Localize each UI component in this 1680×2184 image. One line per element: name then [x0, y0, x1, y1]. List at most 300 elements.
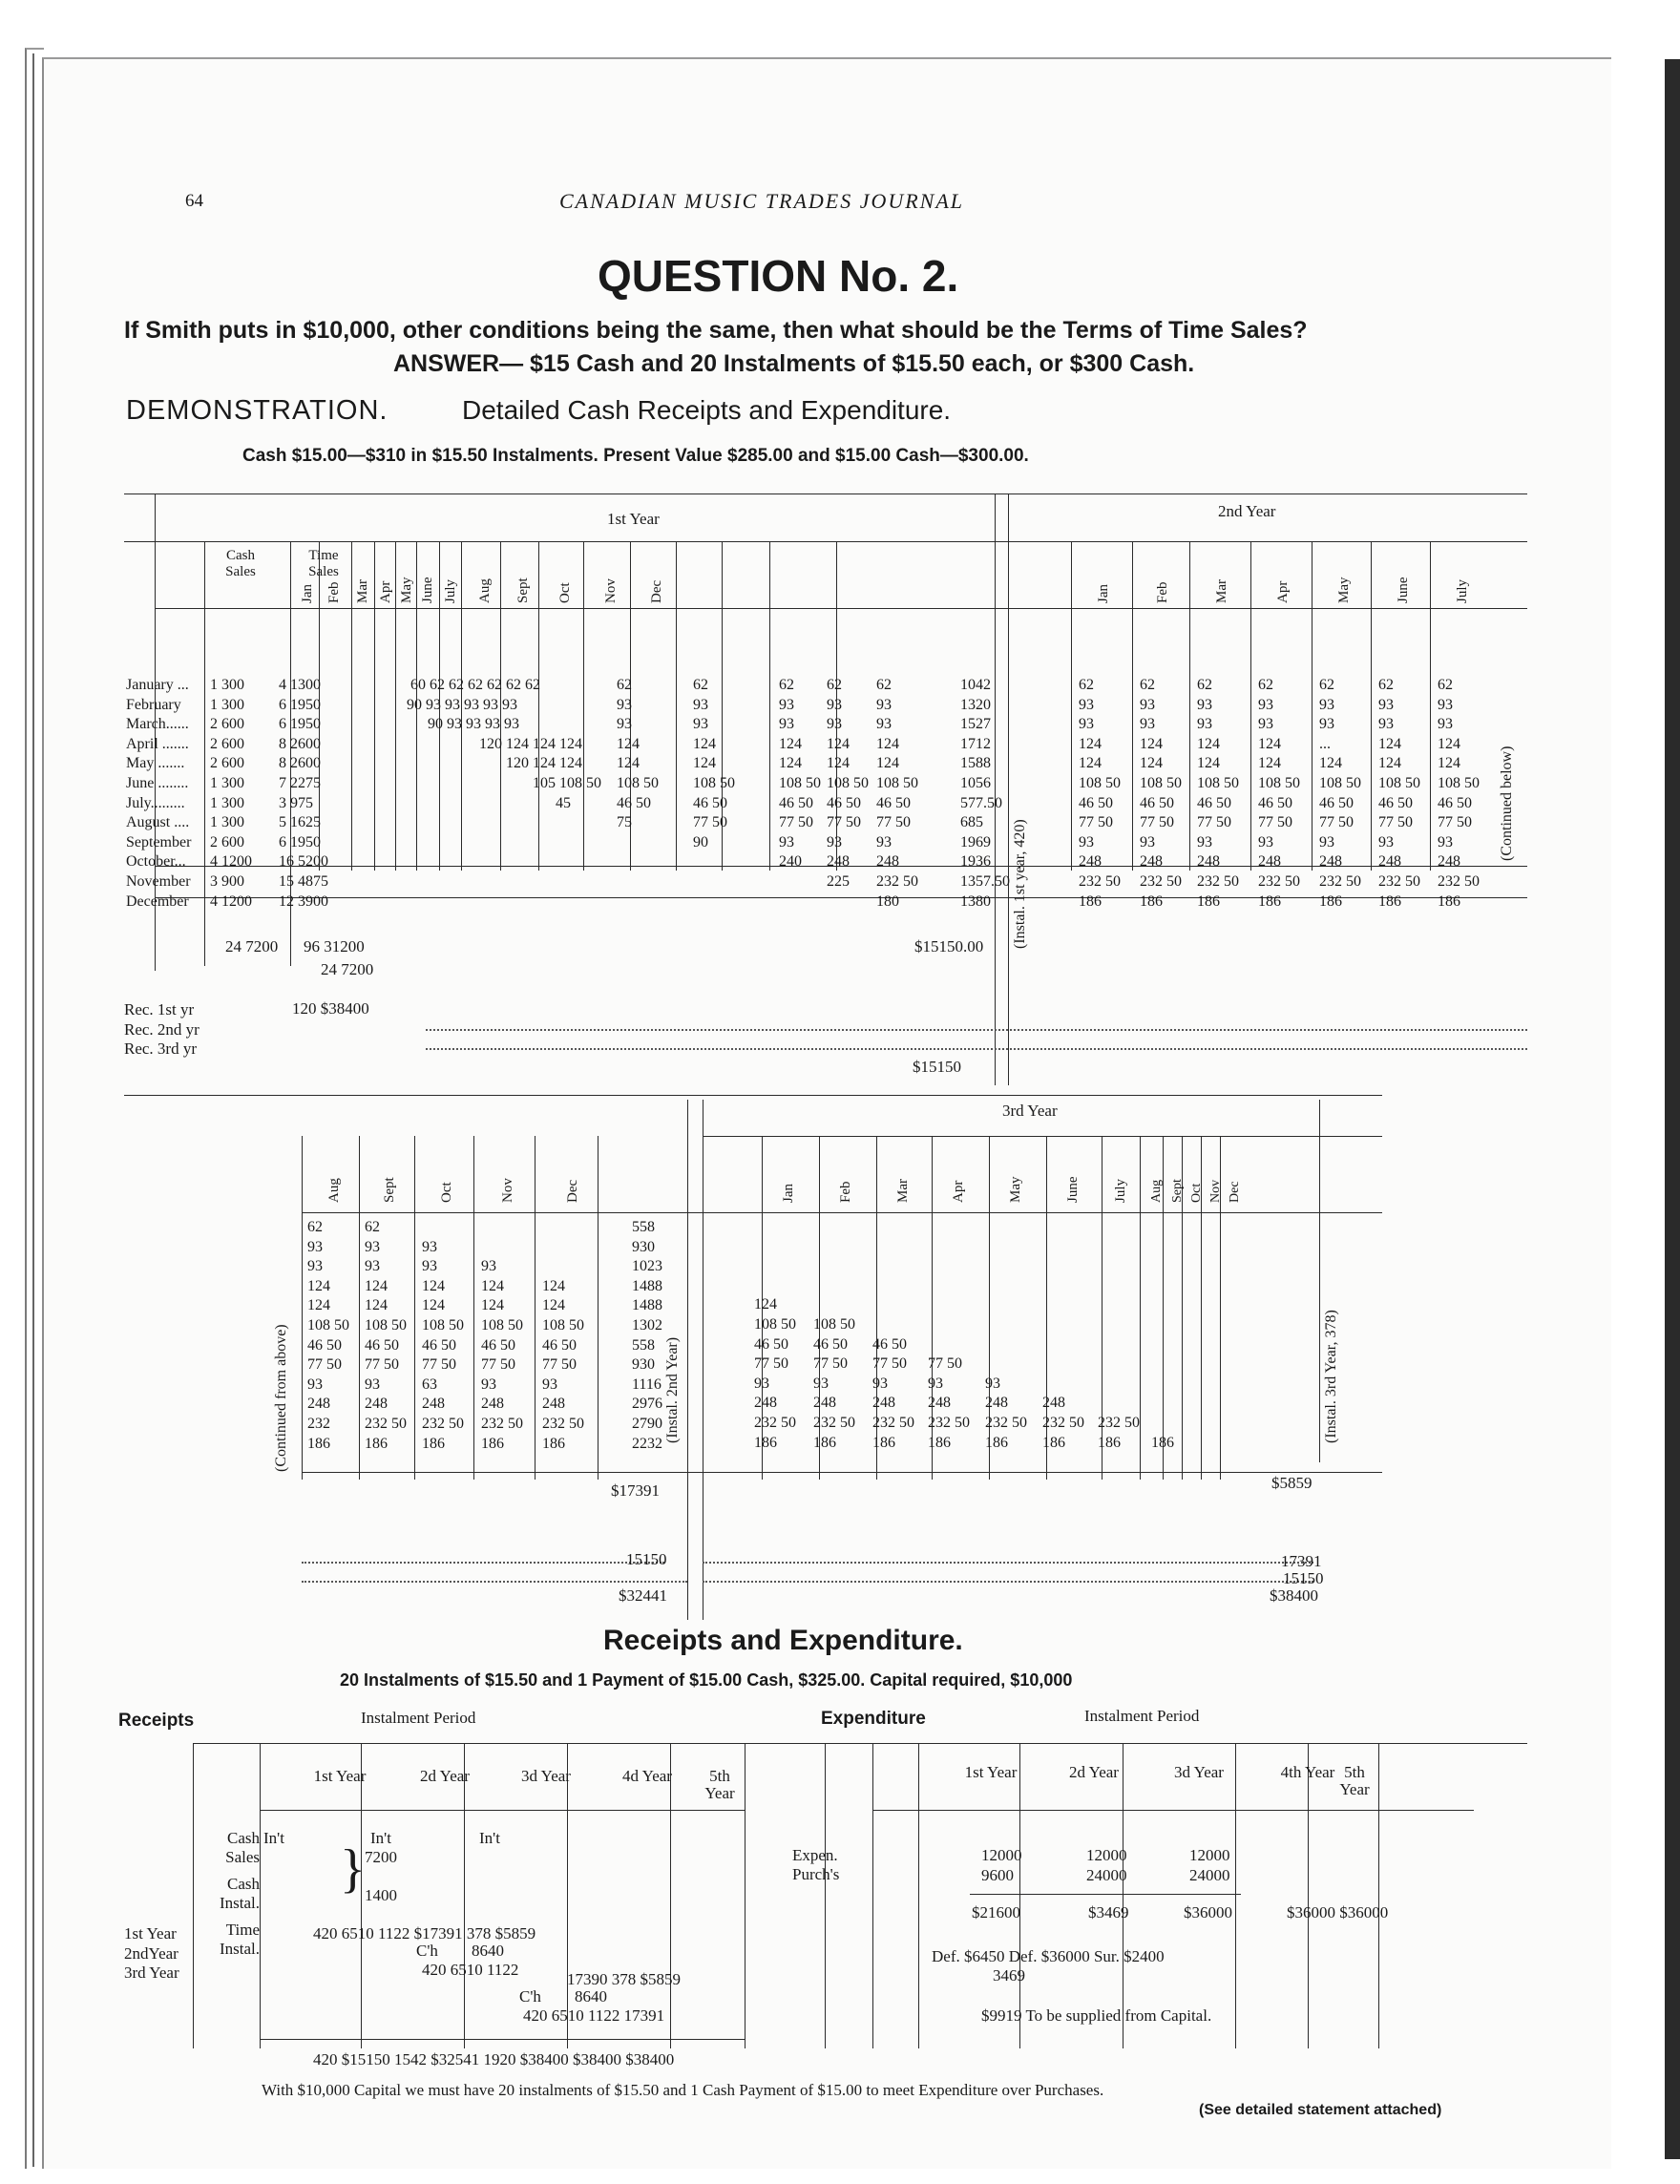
t2-sept-cell: 186 [365, 1435, 388, 1452]
month-header: July [1113, 1178, 1128, 1203]
cash-sale-cell: 4 1200 [210, 892, 252, 910]
cash-sale-cell: 3 900 [210, 872, 244, 890]
v-1400: 1400 [365, 1886, 397, 1904]
t2-dec-cell [542, 1238, 584, 1258]
y2-cell-cell: 232 50 [1319, 872, 1361, 890]
month-header: Dec [565, 1179, 580, 1203]
t2-dec-cell: 93 [542, 1376, 557, 1393]
t2-sept-cell: 46 50 [365, 1336, 399, 1354]
y2-cell-cell: 93 [1438, 833, 1453, 850]
sept-cell: 46 50 [693, 794, 727, 811]
y2-cell-cell: ... [1319, 735, 1331, 752]
summary-subtitle: 20 Instalments of $15.50 and 1 Payment of $15.00 Cash, $325.00. Capital required, $10,000 [340, 1670, 1073, 1690]
nov-cell: 93 [827, 696, 842, 713]
receipts-instalment-period: Instalment Period [361, 1709, 476, 1727]
demonstration-title: Detailed Cash Receipts and Expenditure. [462, 395, 952, 425]
footnote: With $10,000 Capital we must have 20 instalments of $15.50 and 1 Cash Payment of $15.00 to meet Expenditure over Purchases. [262, 2081, 1104, 2099]
y2-cell-cell: 62 [1140, 677, 1155, 693]
t2-sept-cell: 124 [365, 1297, 388, 1314]
nov-cell: 93 [827, 833, 842, 850]
y3-cell: 186 [1151, 1434, 1174, 1451]
y2-cell-cell: 77 50 [1438, 814, 1472, 831]
exp-sum1: $21600 [972, 1903, 1020, 1922]
demonstration-label: DEMONSTRATION. [126, 395, 388, 426]
y3-cell: 46 50 [813, 1335, 848, 1353]
t2-aug-cell: 93 [307, 1376, 323, 1393]
row-label-cell: May ....... [126, 755, 185, 772]
y3-cell: 186 [813, 1434, 836, 1451]
t2-sept-cell: 77 50 [365, 1356, 399, 1374]
int-2: In't [370, 1829, 391, 1847]
y2-cell-cell: 124 [1438, 735, 1460, 752]
t2-total-cell: 1023 [632, 1258, 662, 1275]
sum-time3: 120 $38400 [292, 999, 369, 1018]
y2-cell-cell: 124 [1140, 735, 1163, 752]
y2-cell-cell: 77 50 [1140, 814, 1174, 831]
aug-cell: 108 50 [617, 774, 659, 791]
y2-cell-cell: 248 [1197, 853, 1220, 871]
t2-total-cell: 2790 [632, 1415, 662, 1432]
month-header: May [399, 577, 414, 603]
cash-sale-cell: 2 600 [210, 755, 244, 772]
row-label-cell: January ... [126, 677, 189, 693]
month-header: Mar [1214, 579, 1229, 603]
t2-nov-cell: 232 50 [481, 1415, 523, 1432]
t2-total-cell: 1488 [632, 1277, 662, 1294]
t2-aug-cell: 124 [307, 1277, 330, 1294]
early-cell: 90 93 93 93 93 93 [407, 696, 517, 713]
total-32441: $32441 [619, 1586, 667, 1605]
y2-cell-cell: 248 [1319, 853, 1342, 871]
exp-c3-cell: 12000 [1189, 1846, 1230, 1864]
cash-sale-cell: 1 300 [210, 794, 244, 811]
y2-cell-cell: 93 [1258, 716, 1273, 733]
y3-cell: 46 50 [754, 1335, 788, 1353]
year1-total-cell: 1969 [960, 833, 991, 850]
aug-col [617, 676, 659, 833]
row-label-cell: October... [126, 853, 186, 871]
year1-total-cell: 577.50 [960, 794, 1002, 811]
y3-cell: 186 [1098, 1434, 1121, 1451]
sept-cell: 93 [693, 696, 708, 713]
y2-cell-cell: 62 [1197, 677, 1212, 693]
y2-cell-cell: 124 [1140, 755, 1163, 772]
aug-cell: 62 [617, 677, 632, 693]
t2-aug-cell: 93 [307, 1258, 323, 1275]
t2-nov-cell: 77 50 [481, 1356, 515, 1374]
expenditure-year: 4th Year [1280, 1763, 1335, 1781]
t2-nov-cell: 46 50 [481, 1336, 515, 1354]
y2-cell-cell: 93 [1079, 716, 1094, 733]
oct-cell: 46 50 [779, 794, 813, 811]
nov-cell: 77 50 [827, 814, 861, 831]
aug-cell: 46 50 [617, 794, 651, 811]
left-label: Time Instal. [219, 1921, 260, 1958]
year1-total-cell: 685 [960, 814, 983, 831]
month-header: Jan [781, 1184, 796, 1203]
y2-cell-cell: 124 [1378, 735, 1401, 752]
y2-cell-cell: 124 [1079, 735, 1102, 752]
t2-aug-cell: 232 [307, 1415, 330, 1432]
y2-cell-cell: 108 50 [1438, 774, 1480, 791]
y2-cell-cell: 108 50 [1140, 774, 1182, 791]
y2-cell-cell: 93 [1258, 696, 1273, 713]
exp-c1-cell: 9600 [981, 1865, 1014, 1884]
month-header: Sept [1170, 1179, 1185, 1203]
exp-col2 [1086, 1846, 1127, 1885]
year1-total-cell: 1320 [960, 696, 991, 713]
t2-aug-cell: 108 50 [307, 1316, 349, 1334]
y3-cell: 93 [928, 1375, 943, 1392]
y2-cell-cell: 77 50 [1378, 814, 1413, 831]
t2-sept-cell: 93 [365, 1376, 380, 1393]
year1-total-cell: 1056 [960, 774, 991, 791]
month-header: Dec [1228, 1181, 1242, 1203]
oct-cell: 62 [779, 677, 794, 693]
nov-cell: 225 [827, 872, 850, 890]
time-sale-cell: 6 1950 [279, 716, 321, 733]
y2-cell-cell: 93 [1140, 696, 1155, 713]
y3-cell: 77 50 [928, 1355, 962, 1373]
dec-cell: 232 50 [876, 872, 918, 890]
rec-total: $15150 [913, 1058, 961, 1076]
y2-cell-cell: 93 [1378, 696, 1394, 713]
row-label-cell: August .... [126, 814, 190, 831]
year1-total-cell: 1588 [960, 755, 991, 772]
sept-cell: 124 [693, 735, 716, 752]
sept-col [693, 676, 735, 852]
summary-year: 1st Year [313, 1767, 367, 1785]
nov-col [827, 676, 869, 892]
month-header: Feb [838, 1181, 853, 1203]
y3-cell: 108 50 [813, 1316, 855, 1333]
cash-sale-cell: 2 600 [210, 716, 244, 733]
demonstration-subtitle: Cash $15.00—$310 in $15.50 Instalments. Present Value $285.00 and $15.00 Cash—$300.00. [242, 446, 1029, 466]
t2-sept-col [365, 1218, 407, 1454]
y2-cell-cell: 124 [1197, 735, 1220, 752]
y2-cell-cell: 93 [1319, 716, 1334, 733]
y2-cell-cell: 93 [1319, 833, 1334, 850]
y3-cell: 248 [872, 1395, 895, 1412]
y3-cell: 77 50 [754, 1355, 788, 1373]
time-sale-cell: 16 5200 [279, 853, 328, 871]
y2-cell-cell: 62 [1319, 677, 1334, 693]
t2-dec-cell: 232 50 [542, 1415, 584, 1432]
y2-cell-cell: 62 [1438, 677, 1453, 693]
y2-cell-cell: 232 50 [1197, 872, 1239, 890]
def-row: Def. $6450 Def. $36000 Sur. $2400 [932, 1947, 1165, 1965]
t2-nov-cell: 124 [481, 1297, 504, 1314]
t2-totals-col [632, 1218, 662, 1454]
r-17391: 17391 [1281, 1552, 1322, 1570]
y2-may-col [1319, 676, 1361, 912]
month-header: Aug [326, 1178, 342, 1203]
left-label: Cash Sales [225, 1829, 260, 1866]
rec-label-cell: Rec. 2nd yr [124, 1019, 200, 1039]
early-cell: 45 [556, 794, 571, 811]
t2-oct-cell: 248 [422, 1396, 445, 1413]
exp-c2-cell: 24000 [1086, 1865, 1127, 1884]
month-header: Dec [649, 579, 664, 603]
y2-cell-cell: 93 [1438, 696, 1453, 713]
time-sale-cell: 6 1950 [279, 833, 321, 850]
t2-aug-cell: 93 [307, 1238, 323, 1255]
y2-june-col [1378, 676, 1420, 912]
y3-cell: 248 [754, 1395, 777, 1412]
instal-1st-year-label: (Instal. 1st year, 420) [1012, 819, 1028, 949]
sum-time2: 24 7200 [321, 960, 374, 978]
expenditure-label: Expenditure [821, 1709, 926, 1729]
t2-sept-cell: 93 [365, 1258, 380, 1275]
month-header: Jan [1096, 584, 1111, 603]
y3-cell: 248 [813, 1395, 836, 1412]
aug-cell: 93 [617, 716, 632, 733]
y3-cell: 186 [928, 1434, 951, 1451]
aug-cell: 124 [617, 735, 640, 752]
v-7200: 7200 [365, 1848, 397, 1866]
y2-cell-cell: 93 [1197, 716, 1212, 733]
instal-2nd-year-label: (Instal. 2nd Year) [664, 1336, 681, 1443]
ch-2: C'h [519, 1987, 541, 2006]
early-cell: 120 124 124 124 [479, 735, 582, 752]
y2-cell-cell: 77 50 [1197, 814, 1231, 831]
y3-cell: 108 50 [754, 1316, 796, 1333]
oct-cell: 77 50 [779, 814, 813, 831]
summary-year: 5th Year [704, 1767, 735, 1802]
oct-cell: 108 50 [779, 774, 821, 791]
early-months-col [393, 676, 601, 813]
t2-dec-cell [542, 1257, 584, 1277]
y2-feb-col [1140, 676, 1182, 912]
y2-cell-cell: 248 [1079, 853, 1102, 871]
expenditure-year: 1st Year [964, 1763, 1018, 1781]
year1-total-cell: 1380 [960, 892, 991, 910]
y2-cell-cell: 93 [1079, 696, 1094, 713]
y3-cell: 248 [928, 1395, 951, 1412]
dec-cell: 124 [876, 755, 899, 772]
month-header: June [420, 577, 435, 603]
month-header: June [1065, 1176, 1081, 1203]
row-label-cell: November [126, 872, 191, 890]
year-label-cell: 1st Year [124, 1924, 177, 1942]
y2-cell-cell: 124 [1197, 755, 1220, 772]
y2-cell-cell: 108 50 [1079, 774, 1121, 791]
y3-cell: 232 50 [872, 1415, 914, 1431]
early-cell: 120 124 124 [506, 755, 582, 772]
page-number: 64 [185, 191, 203, 211]
t2-dec-cell: 248 [542, 1396, 565, 1413]
t2-total-cell: 2976 [632, 1396, 662, 1413]
nov-cell: 108 50 [827, 774, 869, 791]
y3-cell: 93 [754, 1375, 769, 1392]
oct-cell: 93 [779, 716, 794, 733]
row-label-cell: March...... [126, 716, 189, 733]
t2-total-cell: 1302 [632, 1316, 662, 1334]
cash-sales-col [210, 676, 252, 912]
y2-cell-cell: 46 50 [1319, 794, 1354, 811]
summary-title: Receipts and Expenditure. [603, 1625, 963, 1656]
t2-aug-cell: 186 [307, 1435, 330, 1452]
t2-oct-cell: 93 [422, 1258, 437, 1275]
year1-total-cell: 1042 [960, 677, 991, 693]
left-label: Cash Instal. [219, 1875, 260, 1912]
cash-sale-cell: 1 300 [210, 696, 244, 713]
v-8640: 8640 [472, 1942, 504, 1960]
month-header: Sept [382, 1177, 397, 1203]
receipt-left-labels [195, 1829, 260, 1966]
y2-cell-cell: 124 [1258, 755, 1281, 772]
t2-oct-cell: 186 [422, 1435, 445, 1452]
row-label-cell: June ........ [126, 774, 189, 791]
y2-cell-cell: 62 [1079, 677, 1094, 693]
month-header: Mar [355, 579, 370, 603]
y3-cell: 124 [754, 1296, 777, 1313]
y2-cell-cell: 248 [1438, 853, 1460, 871]
month-header: Nov [603, 578, 619, 603]
exp-c1-cell: 12000 [981, 1846, 1022, 1864]
t2-sept-cell: 62 [365, 1219, 380, 1235]
month-header: Oct [557, 582, 573, 603]
y2-apr-col [1258, 676, 1300, 912]
y3-cell: 232 50 [1042, 1415, 1084, 1431]
aug-cell: 75 [617, 814, 632, 831]
nov-cell: 93 [827, 716, 842, 733]
year1-total-cell: 1527 [960, 716, 991, 733]
nov-cell: 248 [827, 853, 850, 871]
y2-cell-cell: 232 50 [1079, 872, 1121, 890]
oct-cell: 93 [779, 833, 794, 850]
nov-cell: 62 [827, 677, 842, 693]
year1-header: 1st Year [607, 510, 660, 528]
t2-total-cell: 1488 [632, 1297, 662, 1314]
expenditure-instalment-period: Instalment Period [1084, 1707, 1200, 1725]
y3-cell: 186 [754, 1434, 777, 1451]
y3-cell: 93 [985, 1375, 1000, 1392]
y3-cell: 232 50 [928, 1415, 970, 1431]
time-sale-cell: 5 1625 [279, 814, 321, 831]
y2-cell-cell: 93 [1319, 696, 1334, 713]
t2-nov-cell: 124 [481, 1277, 504, 1294]
t2-nov-cell [481, 1218, 523, 1238]
sept-cell: 77 50 [693, 814, 727, 831]
y2-cell-cell: 124 [1319, 755, 1342, 772]
month-header: Aug [1149, 1179, 1164, 1203]
dec-cell: 93 [876, 696, 892, 713]
y2-cell-cell: 248 [1378, 853, 1401, 871]
time-sale-cell: 8 2600 [279, 735, 321, 752]
sept-cell: 108 50 [693, 774, 735, 791]
rec-label-cell: Rec. 1st yr [124, 1000, 195, 1018]
month-header: July [1455, 578, 1470, 603]
y2-jan-col [1079, 676, 1121, 912]
t2-nov-col [481, 1218, 523, 1454]
early-cell: 60 62 62 62 62 62 62 [410, 677, 540, 693]
y2-cell-cell: 124 [1079, 755, 1102, 772]
y2-cell-cell: 93 [1378, 716, 1394, 733]
exp-col1 [981, 1846, 1022, 1885]
y2-cell-cell: 186 [1079, 892, 1102, 910]
y2-july-col [1438, 676, 1480, 912]
answer-text: ANSWER— $15 Cash and 20 Instalments of $15.50 each, or $300 Cash. [393, 350, 1195, 377]
exp-col3 [1189, 1846, 1230, 1885]
y2-cell-cell: 46 50 [1140, 794, 1174, 811]
y3-cell: 46 50 [872, 1335, 907, 1353]
year-label-cell: 3rd Year [124, 1964, 179, 1983]
dec-cell: 77 50 [876, 814, 911, 831]
month-header: May [1336, 577, 1352, 603]
y2-cell-cell: 248 [1258, 853, 1281, 871]
sept-cell: 124 [693, 755, 716, 772]
t2-dec-col [542, 1218, 584, 1454]
t2-nov-cell [481, 1238, 523, 1258]
t2-total-cell: 1116 [632, 1376, 662, 1393]
receipt-totals: 420 $15150 1542 $32541 1920 $38400 $38400 $38400 [313, 2050, 675, 2068]
cash-sale-cell: 4 1200 [210, 853, 252, 871]
page-title: QUESTION No. 2. [598, 251, 959, 301]
y2-cell-cell: 93 [1140, 833, 1155, 850]
receipt-row-3: 420 6510 1122 17391 [523, 2006, 665, 2025]
expenditure-year: 3d Year [1174, 1763, 1224, 1781]
y2-cell-cell: 93 [1378, 833, 1394, 850]
exp-sum2: $3469 [1088, 1903, 1129, 1922]
y2-cell-cell: 108 50 [1378, 774, 1420, 791]
expen-purch-label: Expen. Purch's [792, 1846, 840, 1883]
footnote-2: (See detailed statement attached) [1199, 2102, 1442, 2118]
t2-sept-cell: 93 [365, 1238, 380, 1255]
y2-cell-cell: 124 [1258, 735, 1281, 752]
y2-cell-cell: 93 [1140, 716, 1155, 733]
aug-cell: 124 [617, 755, 640, 772]
t2-oct-cell: 108 50 [422, 1316, 464, 1334]
sum-time: 96 31200 [304, 937, 365, 956]
y3-cell: 77 50 [872, 1355, 907, 1373]
y2-cell-cell: 232 50 [1258, 872, 1300, 890]
time-sales-header: Time Sales [308, 548, 339, 579]
sum-year1-total: $15150.00 [914, 937, 984, 956]
year1-total-cell: 1712 [960, 735, 991, 752]
y2-cell-cell: 93 [1438, 716, 1453, 733]
t2-aug-cell: 248 [307, 1396, 330, 1413]
t2-oct-cell: 63 [422, 1376, 437, 1393]
t2-aug-cell: 62 [307, 1219, 323, 1235]
y2-cell-cell: 232 50 [1140, 872, 1182, 890]
expenditure-year: 5th Year [1339, 1763, 1370, 1798]
ch-1: C'h [416, 1942, 438, 1960]
rec-label-cell: Rec. 3rd yr [124, 1040, 198, 1059]
cash-sale-cell: 1 300 [210, 814, 244, 831]
t2-dec-cell: 124 [542, 1277, 565, 1294]
t2-aug-cell: 46 50 [307, 1336, 342, 1354]
oct-cell: 124 [779, 735, 802, 752]
y3-cell: 248 [985, 1395, 1008, 1412]
sept-cell: 93 [693, 716, 708, 733]
exp-c3-cell: 24000 [1189, 1865, 1230, 1884]
month-header: Jan [300, 584, 315, 603]
month-header: Mar [895, 1179, 911, 1203]
year1-totals-col [960, 676, 1010, 912]
oct-cell: 93 [779, 696, 794, 713]
row-label-cell: September [126, 833, 192, 850]
dec-cell: 93 [876, 716, 892, 733]
month-header: Sept [515, 578, 531, 603]
y2-cell-cell: 248 [1140, 853, 1163, 871]
month-header: May [1008, 1176, 1023, 1203]
y2-cell-cell: 124 [1378, 755, 1401, 772]
question-text: If Smith puts in $10,000, other conditions being the same, then what should be the Terms of Time Sales? [124, 317, 1308, 344]
y2-cell-cell: 232 50 [1438, 872, 1480, 890]
sept-cell: 62 [693, 677, 708, 693]
journal-name: CANADIAN MUSIC TRADES JOURNAL [559, 189, 965, 213]
